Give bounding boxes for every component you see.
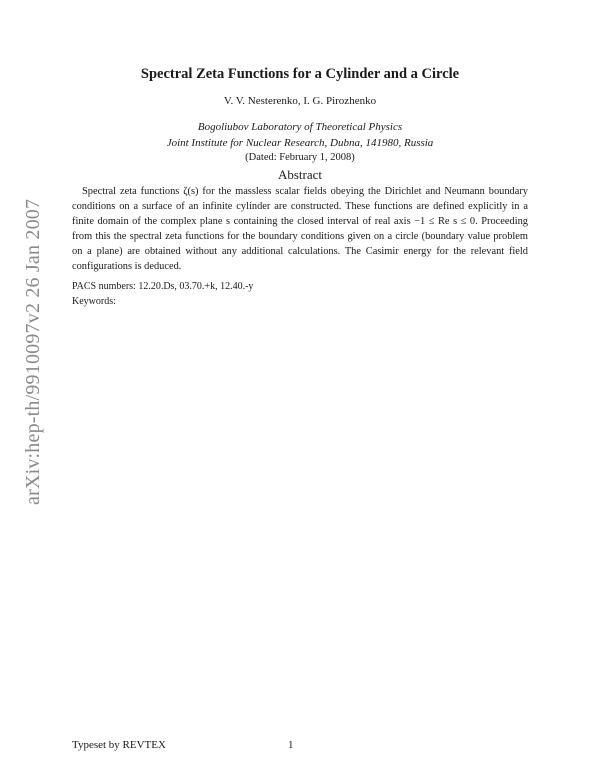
abstract-text: Spectral zeta functions ζ(s) for the massless scalar fields obeying the Dirichlet and Neumann boundary conditions on a surface of an infinite cylinder are constructed. These functions are defined explicitly in a finite domain of the complex plane s containing the closed interval of real axis −1 ≤ Re s ≤ 0. Proceeding from this the spectral zeta functions for the boundary conditions given on a circle (boundary value problem on a plane) are obtained without any additional calculations. The Casimir energy for the relevant field configurations is deduced.: [72, 186, 528, 272]
arxiv-margin-stamp: arXiv:hep-th/9910097v2 26 Jan 2007: [22, 198, 44, 505]
paper-title: Spectral Zeta Functions for a Cylinder and a Circle: [140, 66, 460, 82]
keywords-label: Keywords:: [72, 296, 116, 307]
date-line: (Dated: February 1, 2008): [245, 152, 355, 163]
page-number: 1: [288, 739, 294, 751]
abstract-heading: Abstract: [277, 167, 323, 182]
affiliation-line-1: Bogoliubov Laboratory of Theoretical Physics: [197, 121, 403, 133]
author-list: V. V. Nesterenko, I. G. Pirozhenko: [223, 95, 377, 107]
pacs-numbers: PACS numbers: 12.20.Ds, 03.70.+k, 12.40.-y: [72, 281, 254, 292]
affiliation-line-2: Joint Institute for Nuclear Research, Dubna, 141980, Russia: [166, 137, 434, 149]
typeset-footer: Typeset by REVTEX: [72, 739, 166, 751]
